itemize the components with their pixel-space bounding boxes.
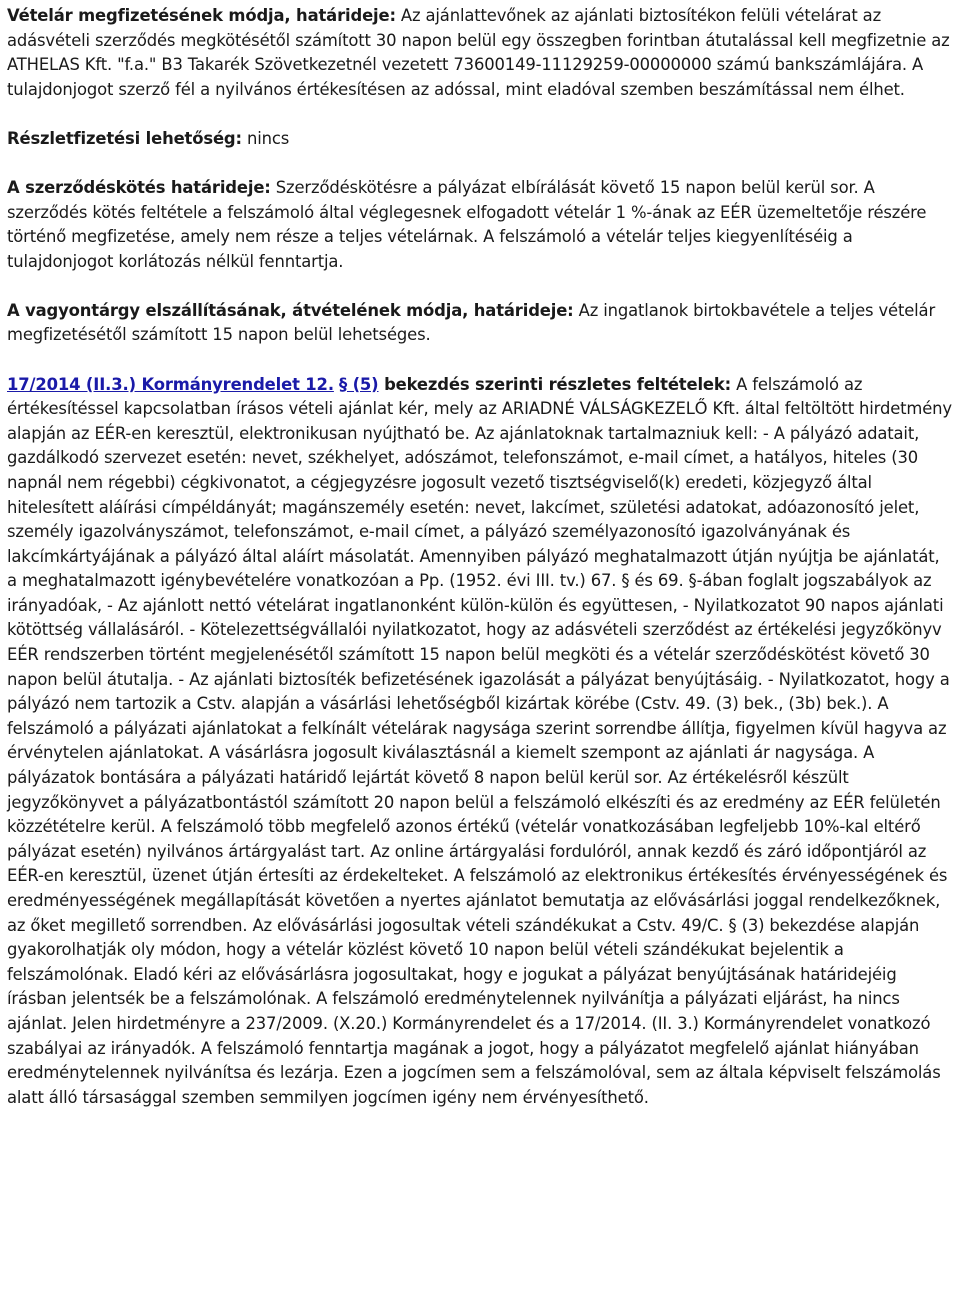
section-link[interactable]: § (5) (338, 374, 379, 394)
detailed-conditions-text: A felszámoló az értékesítéssel kapcsolatban írásos vételi ajánlat kér, mely az ARIADNÉ VÁLSÁGKEZELŐ Kft. által feltöltött hirdetmény alapján az EÉR-en keresztül, elektronikusan nyújtható be. Az ajánlatoknak tartalmazniuk kell: - A pályázó adatait, gazdálkodó szervezet esetén: nevet, székhelyet, adószámot, telefonszámot, e-mail címet, a hatályos, hiteles (30 napnál nem régebbi) cégkivonatot, a cégjegyzésre jogosult vezető tisztségviselő(k) eredeti, közjegyző által hitelesített aláírási címpéldányát; magánszemély esetén: nevet, lakcímet, születési adatokat, adóazonosító jelet, személy igazolványszámot, telefonszámot, e-mail címet, a pályázó személyazonosító igazolványának és lakcímkártyájának a pályázó által aláírt másolatát. Amennyiben pályázó meghatalmazott útján nyújtja be ajánlatát, a meghatalmazott igénybevételére vonatkozóan a Pp. (1952. évi III. tv.) 67. § és 69. §-ában foglalt jogszabályok az irányadóak, - Az ajánlott nettó vételárat ingatlanonként külön-külön és együttesen, - Nyilatkozatot 90 napos ajánlati kötöttség vállalásáról. - Kötelezettségvállalói nyilatkozatot, hogy az adásvételi szerződést az értékelési jegyzőkönyv EÉR rendszerben történt megjelenésétől számított 15 napon belül megköti és a vételár szerződéskötést követő 30 napon belül átutalja. - Az ajánlati biztosíték befizetésének igazolását a pályázat benyújtásáig. - Nyilatkozatot, hogy a pályázó nem tartozik a Cstv. alapján a vásárlási lehetőségből kizártak körébe (Cstv. 49. (3) bek., (3b) bek.). A felszámoló a pályázati ajánlatokat a felkínált vételárak nagysága szerint sorrendbe állítja, figyelmen kívül hagyva az érvénytelen ajánlatokat. A vásárlásra jogosult kiválasztásnál a kiemelt szempont az ajánlati ár nagysága. A pályázatok bontására a pályázati határidő lejártát követő 8 napon belül kerül sor. Az értékelésről készült jegyzőkönyvet a pályázatbontástól számított 20 napon belül a felszámoló elkészíti és az eredmény az EÉR felületén közzétételre kerül. A felszámoló több megfelelő azonos értékű (vételár vonatkozásában legfeljebb 10%-kal eltérő pályázat esetén) nyilvános ártárgyalást tart. Az online ártárgyalási fordulóról, annak kezdő és záró időpontjáról az EÉR-en keresztül, üzenet útján értesíti az érdekelteket. A felszámoló az elektronikus értékesítés érvényességének és eredményességének megállapítását követően a nyertes ajánlatot bemutatja az elővásárlási joggal rendelkezőknek, az őket megillető sorrendben. Az elővásárlási jogosultak vételi szándékukat a Cstv. 49/C. § (3) bekezdése alapján gyakorolhatják oly módon, hogy a vételár közlést követő 10 napon belül vételi szándékukat bejelentik a felszámolónak. Eladó kéri az elővásárlásra jogosultakat, hogy e jogukat a pályázat benyújtásának határidejéig írásban jelentsék be a felszámolónak. A felszámoló eredménytelennek nyilvánítja a pályázati eljárást, ha nincs ajánlat. Jelen hirdetményre a 237/2009. (X.20.) Kormányrendelet és a 17/2014. (II. 3.) Kormányrendelet vonatkozó szabályai az irányadók. A felszámoló fenntartja magának a jogot, hogy a pályázatot megfelelő ajánlat hiányában eredménytelennek nyilvánítsa és lezárja. Ezen a jogcímen sem a felszámolóval, sem az általa képviselt felszámolás alatt álló társasággal szemben semmilyen jogcímen igény nem érvényesíthető. (7, 374, 952, 1107)
asset-transfer-label: A vagyontárgy elszállításának, átvételének módja, határideje: (7, 300, 574, 320)
installment-paragraph (7, 127, 953, 152)
payment-method-label: Vételár megfizetésének módja, határideje: (7, 6, 396, 25)
detailed-conditions-paragraph (7, 373, 953, 1111)
payment-method-paragraph (7, 4, 953, 102)
decree-link[interactable]: 17/2014 (II.3.) Kormányrendelet 12. (7, 374, 334, 394)
contract-deadline-label: A szerződéskötés határideje: (7, 177, 271, 197)
contract-deadline-paragraph (7, 176, 953, 274)
installment-text: nincs (241, 128, 290, 148)
payment-method-text: Az ajánlattevőnek az ajánlati biztosítékon felüli vételárat az adásvételi szerződés megkötésétől számított 30 napon belül egy összegben forintban átutalással kell megfizetnie az ATHELAS Kft. "f.a." B3 Takarék Szövetkezetnél vezetett 73600149-11129259-00000000 számú bankszámlájára. A tulajdonjogot szerző fél a nyilvános értékesítésen az adóssal, mint eladóval szemben beszámítással nem élhet. (7, 6, 950, 99)
asset-transfer-paragraph (7, 299, 953, 348)
installment-label: Részletfizetési lehetőség: (7, 128, 242, 148)
detailed-conditions-label: bekezdés szerinti részletes feltételek: (378, 374, 732, 394)
contract-deadline-text: Szerződéskötésre a pályázat elbírálását követő 15 napon belül kerül sor. A szerződés kötés feltétele a felszámoló által véglegesnek elfogadott vételár 1 %-ának az EÉR üzemeltetője részére történő megfizetése, amely nem része a teljes vételárnak. A felszámoló a vételár teljes kiegyenlítéséig a tulajdonjogot korlátozás nélkül fenntartja. (7, 177, 927, 271)
asset-transfer-text: Az ingatlanok birtokbavétele a teljes vételár megfizetésétől számított 15 napon belül lehetséges. (7, 300, 936, 345)
